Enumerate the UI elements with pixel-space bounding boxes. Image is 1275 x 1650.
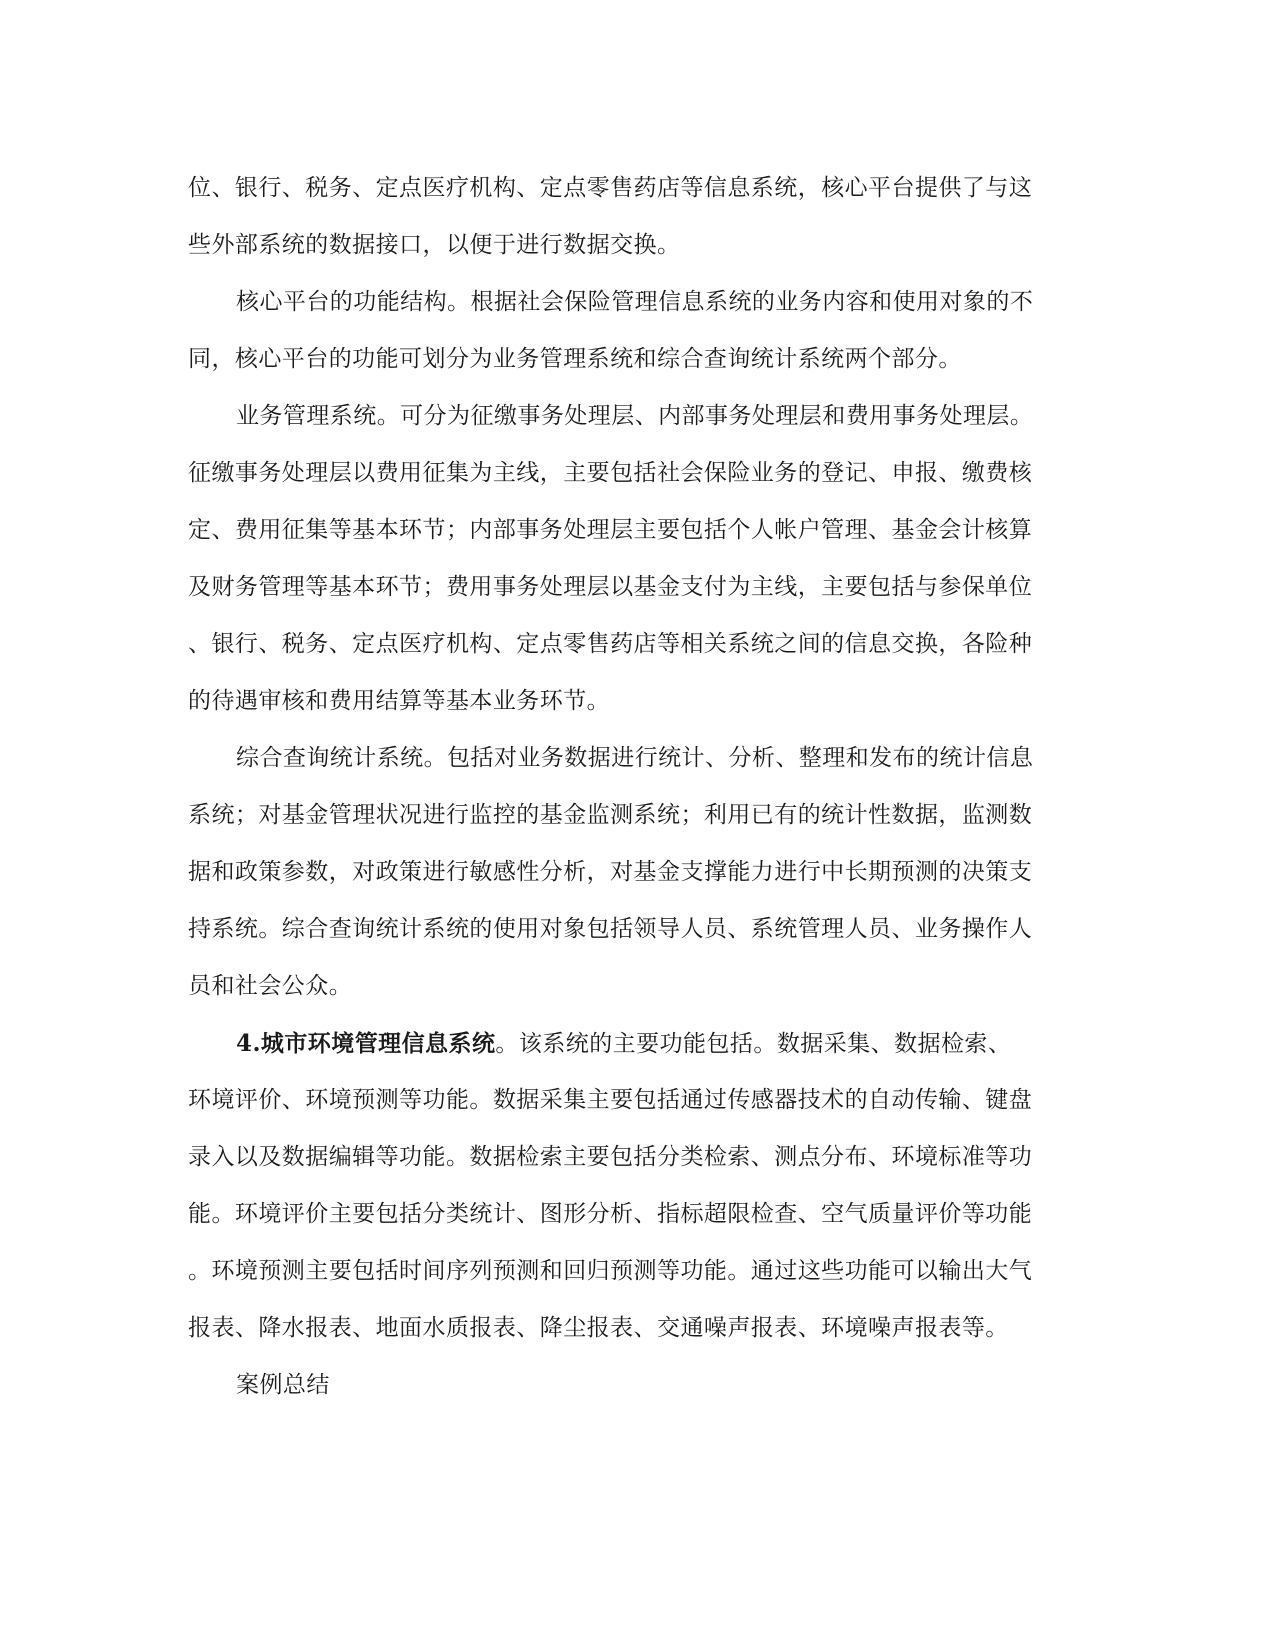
paragraph-line: 同，核心平台的功能可划分为业务管理系统和综合查询统计系统两个部分。: [188, 346, 962, 372]
paragraph-line: 的待遇审核和费用结算等基本业务环节。: [188, 688, 611, 714]
section-4-intro-text: 。该系统的主要功能包括。数据采集、数据检索、: [495, 1031, 1012, 1057]
paragraph-line: 业务管理系统。可分为征缴事务处理层、内部事务处理层和费用事务处理层。: [236, 403, 1034, 429]
paragraph-line: 位、银行、税务、定点医疗机构、定点零售药店等信息系统，核心平台提供了与这: [188, 175, 1033, 201]
document-body: [188, 160, 1088, 1414]
section-4-heading: 4.城市环境管理信息系统: [236, 1030, 496, 1057]
paragraph-line: 环境评价、环境预测等功能。数据采集主要包括通过传感器技术的自动传输、键盘: [188, 1087, 1033, 1113]
paragraph-line: 系统；对基金管理状况进行监控的基金监测系统；利用已有的统计性数据，监测数: [188, 802, 1033, 828]
paragraph-line: 录入以及数据编辑等功能。数据检索主要包括分类检索、测点分布、环境标准等功: [188, 1144, 1033, 1170]
case-summary-heading: 案例总结: [236, 1372, 330, 1398]
paragraph-line: 。环境预测主要包括时间序列预测和回归预测等功能。通过这些功能可以输出大气: [188, 1258, 1033, 1284]
paragraph-line: 些外部系统的数据接口，以便于进行数据交换。: [188, 232, 681, 258]
paragraph-line: 持系统。综合查询统计系统的使用对象包括领导人员、系统管理人员、业务操作人: [188, 916, 1033, 942]
paragraph-line: 综合查询统计系统。包括对业务数据进行统计、分析、整理和发布的统计信息: [236, 745, 1034, 771]
paragraph-line: 定、费用征集等基本环节；内部事务处理层主要包括个人帐户管理、基金会计核算: [188, 517, 1033, 543]
paragraph-line: 员和社会公众。: [188, 973, 353, 999]
paragraph-line: 征缴事务处理层以费用征集为主线，主要包括社会保险业务的登记、申报、缴费核: [188, 460, 1033, 486]
paragraph-line: 核心平台的功能结构。根据社会保险管理信息系统的业务内容和使用对象的不: [236, 289, 1034, 315]
paragraph-line: 据和政策参数，对政策进行敏感性分析，对基金支撑能力进行中长期预测的决策支: [188, 859, 1033, 885]
paragraph-line: 及财务管理等基本环节；费用事务处理层以基金支付为主线，主要包括与参保单位: [188, 574, 1033, 600]
paragraph-line: 能。环境评价主要包括分类统计、图形分析、指标超限检查、空气质量评价等功能: [188, 1201, 1033, 1227]
paragraph-line: 报表、降水报表、地面水质报表、降尘报表、交通噪声报表、环境噪声报表等。: [188, 1315, 1009, 1341]
paragraph-line: 、银行、税务、定点医疗机构、定点零售药店等相关系统之间的信息交换，各险种: [188, 631, 1033, 657]
section-4-first-line: [188, 1015, 1088, 1072]
